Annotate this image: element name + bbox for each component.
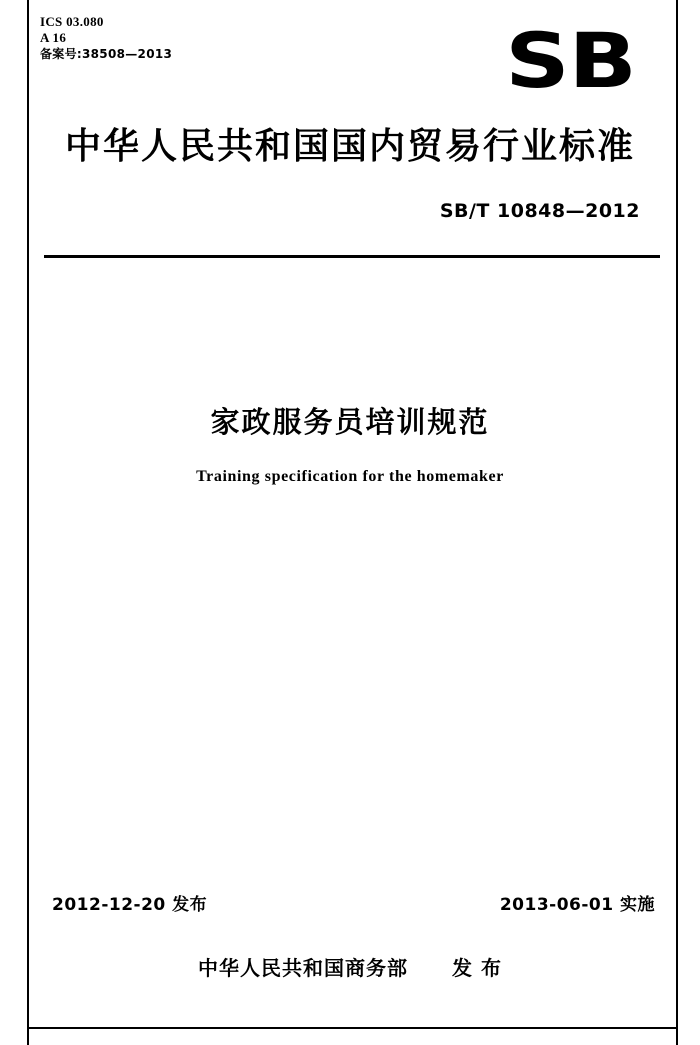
sb-logo xyxy=(505,16,636,105)
publisher-line xyxy=(0,952,700,981)
ics-code: ICS 03.080 xyxy=(40,14,104,29)
standard-number: SB/T 10848—2012 xyxy=(439,200,640,222)
bottom-border-rule xyxy=(27,1027,678,1029)
sb-logo-text: SB xyxy=(505,16,636,105)
header-divider-rule xyxy=(44,255,660,258)
issue-date: 2012-12-20 发布 xyxy=(52,895,208,915)
record-number: 备案号:38508—2013 xyxy=(40,47,173,61)
header-metadata-block xyxy=(40,14,172,62)
publisher-name: 中华人民共和国商务部 xyxy=(198,956,409,980)
document-title-english: Training specification for the homemaker xyxy=(196,468,504,485)
standard-authority-title: 中华人民共和国国内贸易行业标准 xyxy=(64,126,635,167)
document-title-chinese: 家政服务员培训规范 xyxy=(210,405,490,439)
classification-code: A 16 xyxy=(40,30,67,45)
publisher-action: 发 布 xyxy=(451,956,502,980)
implementation-date: 2013-06-01 实施 xyxy=(499,895,655,915)
